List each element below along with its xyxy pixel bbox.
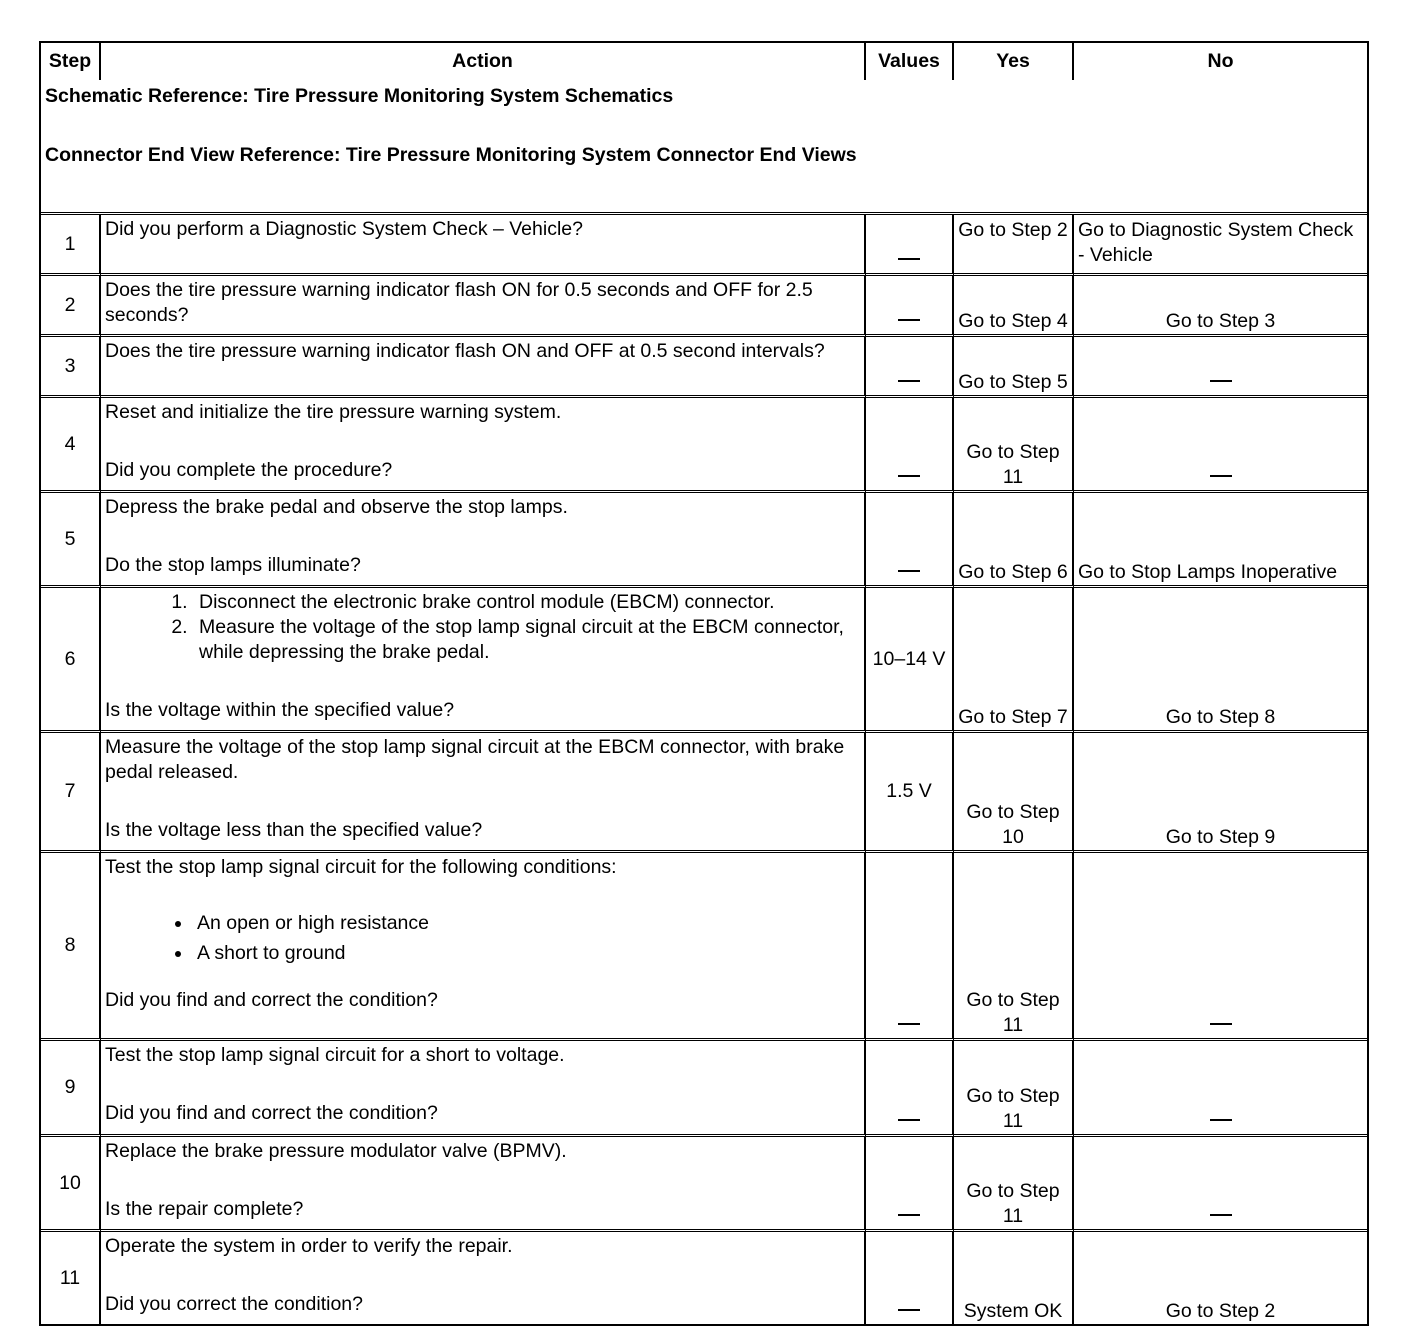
question-text: Do the stop lamps illuminate? xyxy=(105,554,361,576)
question-text: Is the voltage within the specified value? xyxy=(105,699,455,721)
table-row xyxy=(41,853,1367,1041)
table-row xyxy=(41,1041,1367,1137)
yes-cell: Go to Step 11 xyxy=(954,398,1074,493)
value-cell xyxy=(866,276,954,337)
dash-mark xyxy=(1210,1214,1232,1216)
question-text: Did you find and correct the condition? xyxy=(105,989,438,1011)
action-cell xyxy=(101,398,866,493)
dash-mark xyxy=(898,1214,920,1216)
yes-cell: Go to Step 11 xyxy=(954,853,1074,1041)
table-row xyxy=(41,1137,1367,1232)
action-text: Test the stop lamp signal circuit for a short to voltage. xyxy=(105,1044,565,1066)
yes-cell: Go to Step 10 xyxy=(954,733,1074,853)
header-step: Step xyxy=(41,43,101,80)
value-cell xyxy=(866,493,954,588)
action-text: Replace the brake pressure modulator valve (BPMV). xyxy=(105,1140,567,1162)
action-cell xyxy=(101,733,866,853)
no-cell: Go to Step 9 xyxy=(1074,733,1367,853)
no-cell xyxy=(1074,398,1367,493)
no-cell xyxy=(1074,1041,1367,1137)
condition-item: • An open or high resistance xyxy=(193,908,860,938)
value-cell xyxy=(866,215,954,276)
action-cell xyxy=(101,1137,866,1232)
yes-cell: Go to Step 11 xyxy=(954,1041,1074,1137)
action-text: Test the stop lamp signal circuit for the following conditions: xyxy=(105,856,617,878)
question-text: Did you find and correct the condition? xyxy=(105,1102,438,1124)
step-number: 3 xyxy=(41,337,101,398)
yes-cell: Go to Step 5 xyxy=(954,337,1074,398)
dash-mark xyxy=(898,475,920,477)
step-number: 5 xyxy=(41,493,101,588)
no-cell: Go to Step 8 xyxy=(1074,588,1367,733)
header-no: No xyxy=(1207,50,1234,72)
step-number: 7 xyxy=(41,733,101,853)
connector-reference: Connector End View Reference: Tire Pressure Monitoring System Connector End Views xyxy=(45,144,857,166)
value-cell xyxy=(866,853,954,1041)
action-cell xyxy=(101,493,866,588)
yes-cell: Go to Step 7 xyxy=(954,588,1074,733)
no-cell: Go to Step 2 xyxy=(1165,1300,1276,1322)
table-row xyxy=(41,398,1367,493)
yes-cell: Go to Step 6 xyxy=(954,493,1074,588)
question-text: Is the repair complete? xyxy=(105,1198,304,1220)
value-cell: 10–14 V xyxy=(866,588,954,733)
substep-item: 2. Measure the voltage of the stop lamp signal circuit at the EBCM connector, while depressing the brake pedal. xyxy=(193,615,860,665)
dash-mark xyxy=(898,570,920,572)
value-cell xyxy=(866,1232,954,1324)
table-row xyxy=(41,493,1367,588)
condition-list xyxy=(105,908,860,968)
table-row xyxy=(41,1232,1367,1324)
action-text: Does the tire pressure warning indicator flash ON for 0.5 seconds and OFF for 2.5 seconds? xyxy=(105,279,813,326)
step-number: 10 xyxy=(41,1137,101,1232)
action-cell xyxy=(101,276,866,337)
schematic-reference: Schematic Reference: Tire Pressure Monitoring System Schematics xyxy=(45,85,674,107)
no-cell: Go to Step 3 xyxy=(1074,276,1367,337)
header-row xyxy=(41,43,1367,80)
action-cell xyxy=(101,1232,866,1324)
yes-cell: Go to Step 4 xyxy=(954,276,1074,337)
header-action: Action xyxy=(101,43,866,80)
dash-mark xyxy=(898,1309,920,1311)
step-number: 8 xyxy=(41,853,101,1041)
no-cell: Go to Stop Lamps Inoperative xyxy=(1074,493,1367,588)
step-number: 4 xyxy=(41,398,101,493)
header-values: Values xyxy=(866,43,954,80)
action-text: Reset and initialize the tire pressure warning system. xyxy=(105,401,562,423)
dash-mark xyxy=(898,1023,920,1025)
value-cell xyxy=(866,1041,954,1137)
action-cell xyxy=(101,337,866,398)
table-row xyxy=(41,215,1367,276)
action-cell xyxy=(101,215,866,276)
no-cell xyxy=(1074,1137,1367,1232)
step-number: 1 xyxy=(41,215,101,276)
dash-mark xyxy=(1210,1023,1232,1025)
diagnostic-table xyxy=(39,41,1369,1326)
dash-mark xyxy=(898,1119,920,1121)
value-cell xyxy=(866,1137,954,1232)
question-text: Did you complete the procedure? xyxy=(105,459,393,481)
value-cell xyxy=(866,398,954,493)
dash-mark xyxy=(898,258,920,260)
condition-item: • A short to ground xyxy=(193,938,860,968)
reference-row xyxy=(41,80,1367,215)
action-text: Depress the brake pedal and observe the stop lamps. xyxy=(105,496,568,518)
action-cell xyxy=(101,588,866,733)
no-cell: Go to Diagnostic System Check - Vehicle xyxy=(1074,215,1367,276)
no-cell xyxy=(1074,337,1367,398)
yes-cell: Go to Step 2 xyxy=(954,215,1074,276)
dash-mark xyxy=(1210,1119,1232,1121)
dash-mark xyxy=(898,319,920,321)
step-number: 6 xyxy=(41,588,101,733)
substep-item: 1. Disconnect the electronic brake control module (EBCM) connector. xyxy=(193,590,860,615)
yes-cell: System OK xyxy=(954,1232,1074,1324)
action-text: Operate the system in order to verify the repair. xyxy=(105,1235,513,1257)
header-yes: Yes xyxy=(954,43,1074,80)
no-cell xyxy=(1074,853,1367,1041)
step-number: 9 xyxy=(41,1041,101,1137)
action-text: Did you perform a Diagnostic System Check – Vehicle? xyxy=(105,218,583,240)
action-text: Measure the voltage of the stop lamp signal circuit at the EBCM connector, with brake pedal released. xyxy=(105,736,845,783)
yes-cell: Go to Step 11 xyxy=(954,1137,1074,1232)
action-cell xyxy=(101,1041,866,1137)
dash-mark xyxy=(1210,380,1232,382)
step-number: 2 xyxy=(41,276,101,337)
action-text: Does the tire pressure warning indicator flash ON and OFF at 0.5 second intervals? xyxy=(105,340,825,362)
question-text: Did you correct the condition? xyxy=(105,1293,363,1315)
table-row xyxy=(41,276,1367,337)
reference-cell xyxy=(41,80,1367,215)
step-number: 11 xyxy=(41,1232,101,1324)
table-row xyxy=(41,337,1367,398)
dash-mark xyxy=(1210,475,1232,477)
dash-mark xyxy=(898,380,920,382)
question-text: Is the voltage less than the specified value? xyxy=(105,819,483,841)
action-cell xyxy=(101,853,866,1041)
table-row xyxy=(41,588,1367,733)
table-row xyxy=(41,733,1367,853)
value-cell: 1.5 V xyxy=(866,733,954,853)
value-cell xyxy=(866,337,954,398)
substep-list xyxy=(105,590,860,665)
